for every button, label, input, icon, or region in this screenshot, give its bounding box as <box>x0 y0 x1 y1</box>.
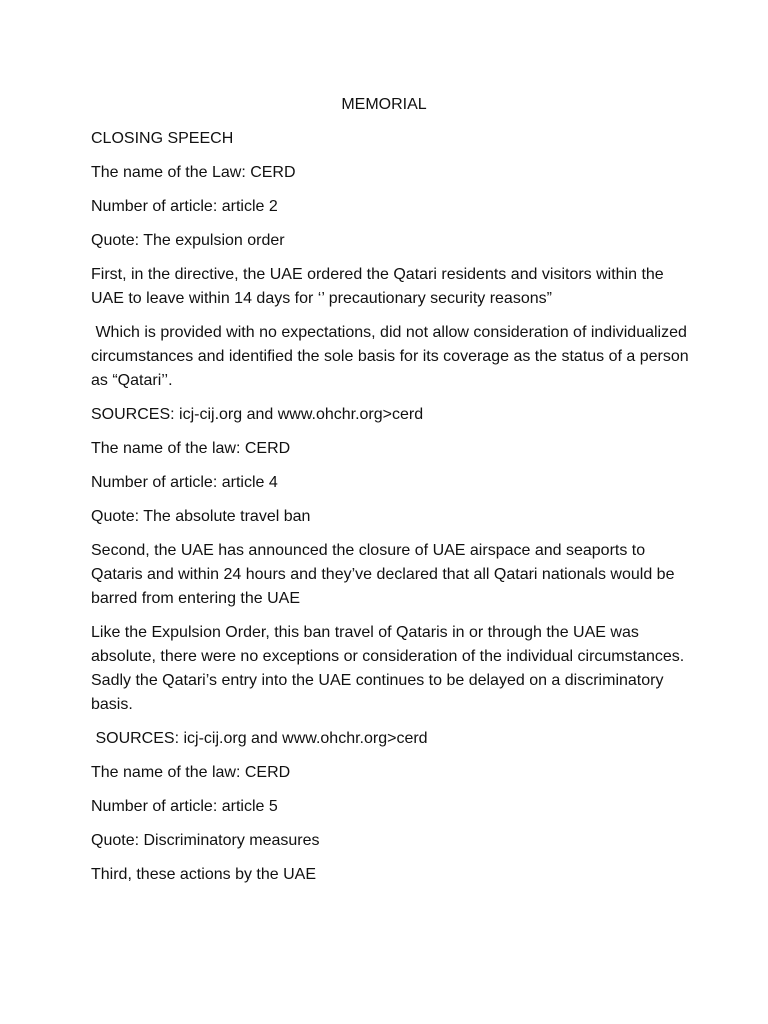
sources-line: SOURCES: icj-cij.org and www.ohchr.org>cerd <box>91 406 424 423</box>
document-title: MEMORIAL <box>341 96 427 113</box>
body-paragraph: Which is provided with no expectations, did not allow consideration of individualized circumstances and identified the sole basis for its coverage as the status of a person as “Qatari’’. <box>91 324 689 389</box>
law-name-line: The name of the law: CERD <box>91 440 291 457</box>
quote-line: Quote: The expulsion order <box>91 232 285 249</box>
heading-closing-speech: CLOSING SPEECH <box>91 130 234 147</box>
body-paragraph: Third, these actions by the UAE <box>91 866 316 883</box>
body-paragraph: Second, the UAE has announced the closure of UAE airspace and seaports to Qataris and within 24 hours and they’ve declared that all Qatari nationals would be barred from entering the UAE <box>91 542 675 607</box>
sources-line: SOURCES: icj-cij.org and www.ohchr.org>cerd <box>95 730 428 747</box>
article-number-line: Number of article: article 5 <box>91 798 278 815</box>
document-body <box>91 127 691 897</box>
quote-line: Quote: Discriminatory measures <box>91 832 320 849</box>
law-name-line: The name of the Law: CERD <box>91 164 296 181</box>
article-number-line: Number of article: article 2 <box>91 198 278 215</box>
body-paragraph: First, in the directive, the UAE ordered the Qatari residents and visitors within the UAE to leave within 14 days for ‘’ precautionary security reasons” <box>91 266 664 307</box>
law-name-line: The name of the law: CERD <box>91 764 291 781</box>
body-paragraph: Like the Expulsion Order, this ban travel of Qataris in or through the UAE was absolute, there were no exceptions or consideration of the individual circumstances. Sadly the Qatari’s entry into the UAE continues to be delayed on a discriminatory basis. <box>91 624 685 713</box>
quote-line: Quote: The absolute travel ban <box>91 508 311 525</box>
article-number-line: Number of article: article 4 <box>91 474 278 491</box>
